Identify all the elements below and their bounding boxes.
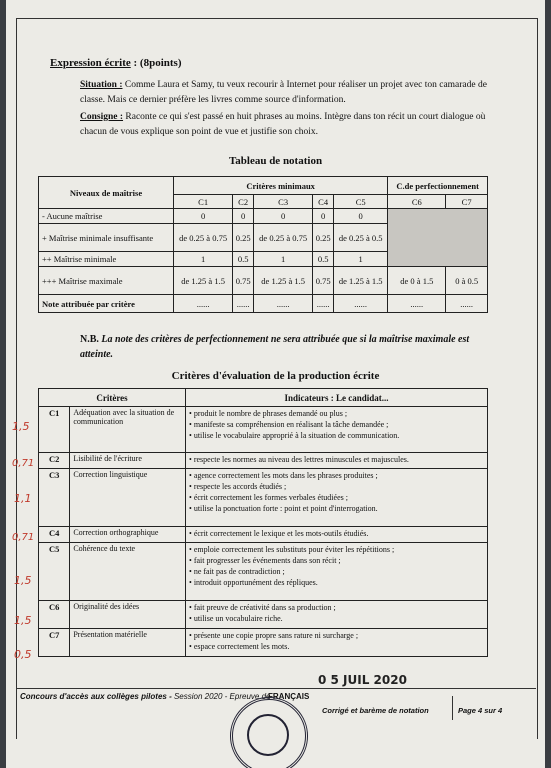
nb-text: La note des critères de perfectionnement ne sera attribuée que si la maîtrise maximale est atteinte. bbox=[80, 334, 470, 360]
criterion-code: C4 bbox=[39, 527, 70, 543]
notation-header-row bbox=[39, 177, 488, 195]
cell: ...... bbox=[334, 295, 388, 313]
consigne-label: Consigne : bbox=[80, 112, 124, 122]
criterion-indicators bbox=[186, 469, 488, 527]
row-label: +++ Maîtrise maximale bbox=[39, 267, 174, 295]
cell: 0 bbox=[313, 209, 334, 224]
indicator-item: • manifeste sa compréhension en réalisant la tâche demandée ; bbox=[189, 419, 484, 430]
cell: 1 bbox=[254, 252, 313, 267]
situation-paragraph bbox=[80, 78, 490, 108]
date-stamp: 0 5 JUIL 2020 bbox=[318, 673, 407, 687]
criterion-name: Présentation matérielle bbox=[70, 629, 186, 657]
margin-mark: 0,71 bbox=[12, 532, 35, 543]
cell: ...... bbox=[233, 295, 254, 313]
criteres-header-row bbox=[39, 389, 488, 407]
cell: 0.5 bbox=[313, 252, 334, 267]
code-c7: C7 bbox=[446, 195, 488, 209]
cell: de 0 à 1.5 bbox=[388, 267, 446, 295]
criterion-code: C3 bbox=[39, 469, 70, 527]
cell: ...... bbox=[174, 295, 233, 313]
row-label: Note attribuée par critère bbox=[39, 295, 174, 313]
criterion-code: C1 bbox=[39, 407, 70, 453]
cell: ...... bbox=[446, 295, 488, 313]
indicator-list bbox=[189, 408, 484, 441]
footer-session: Session 2020 - Epreuve de bbox=[171, 692, 271, 701]
criteres-row bbox=[39, 407, 488, 453]
criterion-indicators bbox=[186, 629, 488, 657]
criterion-name: Adéquation avec la situation de communication bbox=[70, 407, 186, 453]
col-niveaux: Niveaux de maîtrise bbox=[39, 177, 174, 209]
indicator-list bbox=[189, 528, 484, 539]
cell: 0 bbox=[174, 209, 233, 224]
footer-page: Page 4 sur 4 bbox=[458, 706, 503, 715]
margin-mark: 0,71 bbox=[12, 458, 35, 469]
consigne-paragraph bbox=[80, 110, 490, 140]
criteres-table bbox=[38, 388, 488, 657]
margin-mark: 1,5 bbox=[14, 574, 32, 587]
criteres-row bbox=[39, 601, 488, 629]
situation-label: Situation : bbox=[80, 80, 123, 90]
row-label: - Aucune maîtrise bbox=[39, 209, 174, 224]
cell: 1 bbox=[174, 252, 233, 267]
shaded-cell bbox=[388, 209, 488, 267]
indicator-item: • agence correctement les mots dans les phrases produites ; bbox=[189, 470, 484, 481]
criterion-code: C7 bbox=[39, 629, 70, 657]
criterion-name: Lisibilité de l'écriture bbox=[70, 453, 186, 469]
indicator-item: • écrit correctement le lexique et les mots-outils étudiés. bbox=[189, 528, 484, 539]
indicator-list bbox=[189, 454, 484, 465]
criteres-row bbox=[39, 543, 488, 601]
nb-label: N.B. bbox=[80, 334, 99, 345]
cell: 0.25 bbox=[233, 224, 254, 252]
section-title: Expression écrite bbox=[50, 57, 131, 69]
table-row bbox=[39, 209, 488, 224]
indicator-item: • utilise le vocabulaire approprié à la situation de communication. bbox=[189, 430, 484, 441]
indicator-item: • respecte les normes au niveau des lettres minuscules et majuscules. bbox=[189, 454, 484, 465]
indicator-list bbox=[189, 470, 484, 514]
criterion-name: Correction linguistique bbox=[70, 469, 186, 527]
table-row bbox=[39, 267, 488, 295]
indicator-item: • introduit opportunément des répliques. bbox=[189, 577, 484, 588]
col-criteres-minimaux: Critères minimaux bbox=[174, 177, 388, 195]
cell: de 1.25 à 1.5 bbox=[254, 267, 313, 295]
indicator-item: • respecte les accords étudiés ; bbox=[189, 481, 484, 492]
cell: 0.75 bbox=[313, 267, 334, 295]
section-points: : (8points) bbox=[130, 57, 182, 69]
criterion-name: Correction orthographique bbox=[70, 527, 186, 543]
criteres-row bbox=[39, 527, 488, 543]
code-c3: C3 bbox=[254, 195, 313, 209]
margin-mark: 1,5 bbox=[14, 614, 32, 627]
nb-note bbox=[80, 332, 490, 362]
criterion-indicators bbox=[186, 407, 488, 453]
col-perfectionnement: C.de perfectionnement bbox=[388, 177, 488, 195]
code-c1: C1 bbox=[174, 195, 233, 209]
indicator-item: • espace correctement les mots. bbox=[189, 641, 484, 652]
table-row bbox=[39, 295, 488, 313]
cell: ...... bbox=[313, 295, 334, 313]
cell: 0 bbox=[334, 209, 388, 224]
row-label: ++ Maîtrise minimale bbox=[39, 252, 174, 267]
cell: 0.25 bbox=[313, 224, 334, 252]
notation-title: Tableau de notation bbox=[228, 155, 323, 167]
indicator-item: • utilise la ponctuation forte : point et point d'interrogation. bbox=[189, 503, 484, 514]
cell: ...... bbox=[254, 295, 313, 313]
criteres-row bbox=[39, 469, 488, 527]
indicator-item: • produit le nombre de phrases demandé ou plus ; bbox=[189, 408, 484, 419]
indicator-item: • présente une copie propre sans rature ni surcharge ; bbox=[189, 630, 484, 641]
cell: 0.75 bbox=[233, 267, 254, 295]
cell: 1 bbox=[334, 252, 388, 267]
code-c2: C2 bbox=[233, 195, 254, 209]
cell: de 0.25 à 0.5 bbox=[334, 224, 388, 252]
cell: 0.5 bbox=[233, 252, 254, 267]
code-c6: C6 bbox=[388, 195, 446, 209]
cell: 0 bbox=[254, 209, 313, 224]
indicator-item: • utilise un vocabulaire riche. bbox=[189, 613, 484, 624]
indicator-item: • ne fait pas de contradiction ; bbox=[189, 566, 484, 577]
criterion-indicators bbox=[186, 453, 488, 469]
footer-rule bbox=[16, 688, 536, 689]
consigne-text: Raconte ce qui s'est passé en huit phrases au moins. Intègre dans ton récit un court dialogue où chacun de vous explique son point de vue et justifie son choix. bbox=[80, 112, 486, 137]
cell: 0 bbox=[233, 209, 254, 224]
margin-mark: 1,5 bbox=[12, 420, 30, 433]
footer-divider bbox=[452, 696, 453, 720]
row-label: + Maîtrise minimale insuffisante bbox=[39, 224, 174, 252]
criteres-row bbox=[39, 453, 488, 469]
criterion-name: Cohérence du texte bbox=[70, 543, 186, 601]
footer-contest: Concours d'accès aux collèges pilotes - bbox=[20, 692, 172, 701]
cell: de 1.25 à 1.5 bbox=[334, 267, 388, 295]
criterion-indicators bbox=[186, 601, 488, 629]
cell: de 0.25 à 0.75 bbox=[174, 224, 233, 252]
indicator-list bbox=[189, 544, 484, 588]
notation-table bbox=[38, 176, 488, 313]
criterion-indicators bbox=[186, 543, 488, 601]
cell: 0 à 0.5 bbox=[446, 267, 488, 295]
col-criteres: Critères bbox=[39, 389, 186, 407]
indicator-list bbox=[189, 630, 484, 652]
indicator-item: • emploie correctement les substituts pour éviter les répétitions ; bbox=[189, 544, 484, 555]
criteres-title: Critères d'évaluation de la production écrite bbox=[171, 370, 380, 382]
exam-page bbox=[6, 0, 545, 768]
official-seal-inner bbox=[247, 714, 289, 756]
cell: ...... bbox=[388, 295, 446, 313]
official-seal bbox=[230, 697, 308, 768]
situation-text: Comme Laura et Samy, tu veux recourir à Internet pour réaliser un projet avec ton camarade de classe. Mais ce dernier préfère les livres comme source d'information. bbox=[80, 80, 487, 105]
cell: de 0.25 à 0.75 bbox=[254, 224, 313, 252]
footer-left bbox=[20, 692, 270, 701]
footer-subject: FRANÇAIS bbox=[268, 692, 310, 701]
margin-mark: 1,1 bbox=[14, 492, 32, 505]
criterion-name: Originalité des idées bbox=[70, 601, 186, 629]
col-indicateurs: Indicateurs : Le candidat... bbox=[186, 389, 488, 407]
code-c5: C5 bbox=[334, 195, 388, 209]
cell: de 1.25 à 1.5 bbox=[174, 267, 233, 295]
criterion-code: C6 bbox=[39, 601, 70, 629]
margin-mark: 0,5 bbox=[14, 648, 32, 661]
criterion-indicators bbox=[186, 527, 488, 543]
code-c4: C4 bbox=[313, 195, 334, 209]
indicator-item: • fait progresser les événements dans son récit ; bbox=[189, 555, 484, 566]
indicator-list bbox=[189, 602, 484, 624]
section-heading bbox=[50, 56, 182, 71]
criterion-code: C5 bbox=[39, 543, 70, 601]
indicator-item: • fait preuve de créativité dans sa production ; bbox=[189, 602, 484, 613]
criterion-code: C2 bbox=[39, 453, 70, 469]
footer-corrige: Corrigé et barème de notation bbox=[322, 706, 429, 715]
indicator-item: • écrit correctement les formes verbales étudiées ; bbox=[189, 492, 484, 503]
criteres-row bbox=[39, 629, 488, 657]
